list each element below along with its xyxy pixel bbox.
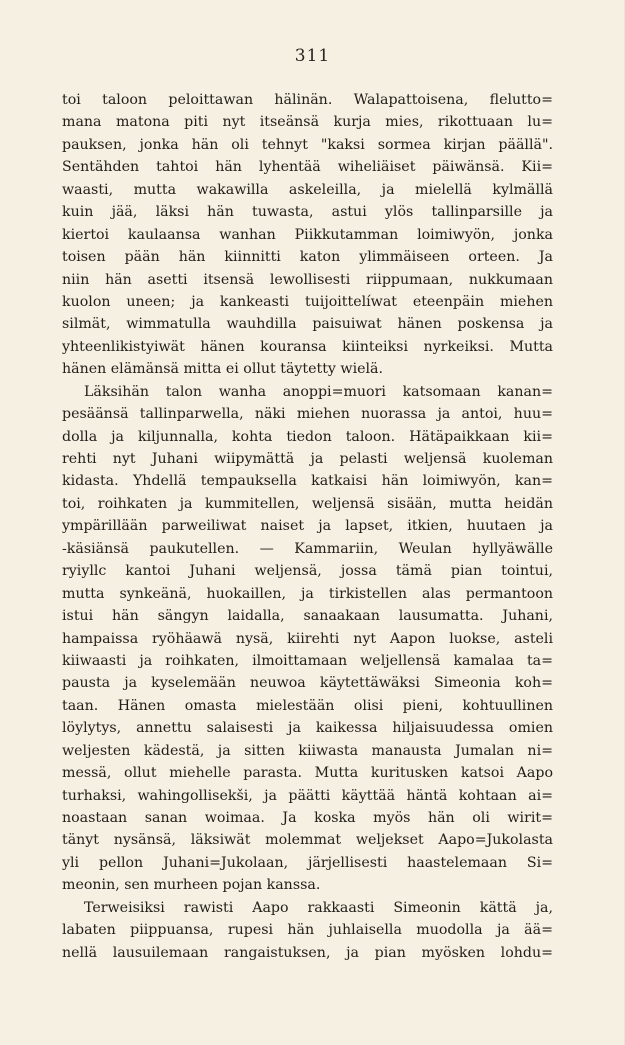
text-line: istui hän sängyn laidalla, sanaakaan lausumatta. Juhani,: [62, 608, 553, 625]
text-line: waasti, mutta wakawilla askeleilla, ja mielellä kylmällä: [62, 181, 553, 198]
text-line: mutta synkeänä, huokaillen, ja tirkistellen alas permantoon: [62, 585, 553, 602]
text-line: pausta ja kyselemään neuwoa käytettäwäksi Simeonia koh=: [62, 675, 553, 692]
text-line: pesäänsä tallinparwella, näki miehen nuorassa ja antoi, huu=: [62, 406, 553, 423]
text-line: nellä lausuilemaan rangaistuksen, ja pian myösken lohdu=: [62, 944, 553, 961]
text-line: -käsiänsä paukutellen. — Kammariin, Weulan hyllyäwälle: [62, 540, 553, 557]
text-line: rehti nyt Juhani wiipymättä ja pelasti weljensä kuoleman: [62, 451, 553, 467]
text-line: kidasta. Yhdellä tempauksella katkaisi hän loimiwyön, kan=: [62, 473, 553, 490]
text-line: kuolon uneen; ja kankeasti tuijoittelíwat eteenpäin miehen: [62, 293, 553, 310]
text-line: kuin jää, läksi hän tuwasta, astui ylös tallinparsille ja: [62, 204, 553, 221]
text-line: mana matona piti nyt itseänsä kurja mies, rikottuaan lu=: [62, 114, 553, 131]
text-line: kiertoi kaulaansa wanhan Piikkutamman loimiwyön, jonka: [62, 226, 553, 243]
text-line: turhaksi, wahingollisekši, ja päätti käyttää häntä kohtaan ai=: [62, 787, 553, 804]
page-number: 311: [294, 46, 331, 66]
text-line: löylytys, annettu salaisesti ja kaikessa hiljaisuudessa omien: [62, 720, 553, 737]
text-line: toisen pään hän kiinnitti katon ylimmäiseen orteen. Ja: [62, 249, 553, 266]
text-line: labaten piippuansa, rupesi hän juhlaisella muodolla ja ää=: [62, 922, 553, 939]
text-line: niin hän asetti itsensä lewollisesti riippumaan, nukkumaan: [62, 271, 553, 288]
text-line: Terweisiksi rawisti Aapo rakkaasti Simeonin kättä ja,: [84, 899, 553, 916]
text-line: pauksen, jonka hän oli tehnyt "kaksi sormea kirjan päällä".: [62, 136, 553, 153]
text-line: Sentähden tahtoi hän lyhentää wiheliäiset päiwänsä. Kii=: [62, 159, 553, 176]
text-line: tänyt nysänsä, läksiwät molemmat weljekset Aapo=Jukolasta: [62, 832, 553, 849]
text-line: dolla ja kiljunnalla, kohta tiedon taloon. Hätäpaikkaan kii=: [62, 428, 553, 445]
body-text: [62, 89, 553, 964]
text-line: yli pellon Juhani=Jukolaan, järjellisesti haastelemaan Si=: [62, 854, 553, 871]
text-line: hampaissa ryöhäawä nysä, kiirehti nyt Aapon luokse, asteli: [62, 630, 553, 647]
text-line: ympärillään parweiliwat naiset ja lapset, itkien, huutaen ja: [62, 518, 553, 535]
text-line: taan. Hänen omasta mielestään olisi pieni, kohtuullinen: [62, 697, 553, 714]
text-line: messä, ollut miehelle parasta. Mutta kuritusken katsoi Aapo: [62, 765, 553, 782]
text-line: Läksihän talon wanha anoppi=muori katsomaan kanan=: [84, 383, 553, 400]
text-line: meonin, sen murheen pojan kanssa.: [62, 877, 321, 894]
text-line: silmät, wimmatulla wauhdilla paisuiwat hänen poskensa ja: [62, 316, 553, 333]
text-line: ryiyllc kantoi Juhani weljensä, jossa tämä pian tointui,: [62, 563, 553, 580]
text-line: yhteenlikistyiwät hänen kouransa kiinteiksi nyrkeiksi. Mutta: [62, 338, 553, 355]
text-line: kiiwaasti ja roihkaten, ilmoittamaan weljellensä kamalaa ta=: [62, 652, 553, 669]
text-line: toi, roihkaten ja kummitellen, weljensä sisään, mutta heidän: [62, 495, 553, 512]
text-line: hänen elämänsä mitta ei ollut täytetty wielä.: [62, 361, 384, 378]
text-line: weljesten kädestä, ja sitten kiiwasta manausta Jumalan ni=: [62, 742, 553, 759]
text-line: toi taloon peloittawan hälinän. Walapattoisena, flelutto=: [62, 92, 553, 108]
text-line: noastaan sanan woimaa. Ja koska myös hän oli wirit=: [62, 810, 553, 826]
